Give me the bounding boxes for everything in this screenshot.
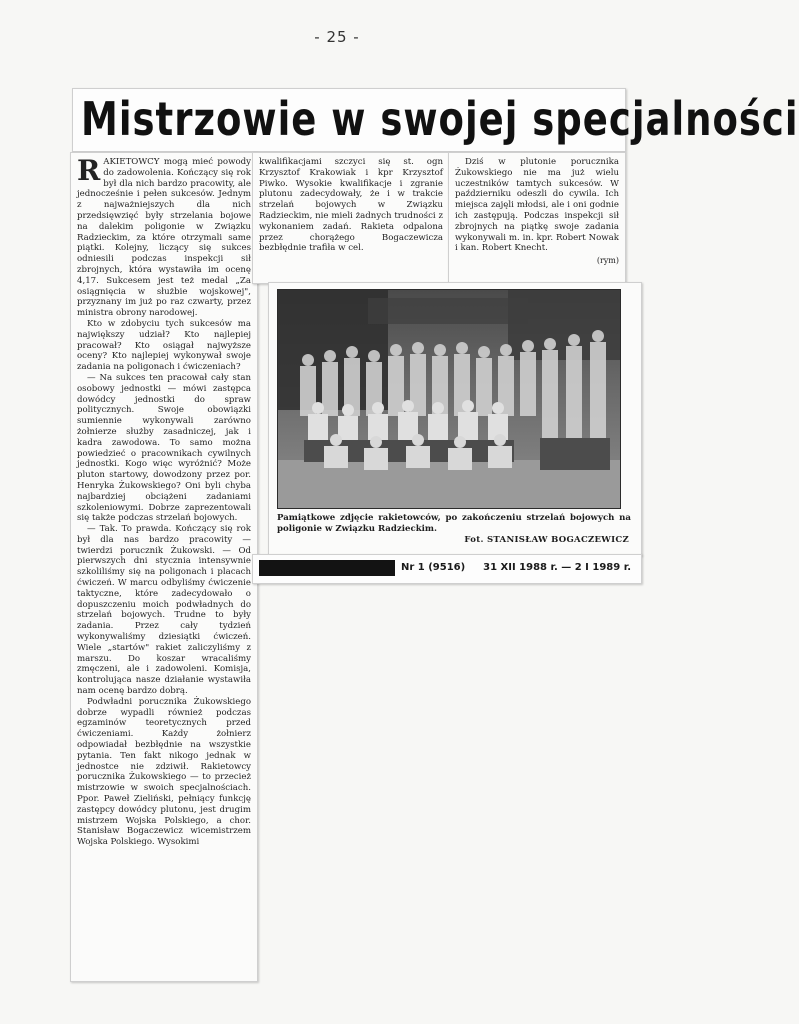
column-2-clipping xyxy=(252,152,450,284)
column-3-clipping xyxy=(448,152,626,284)
issue-date: 31 XII 1988 r. — 2 I 1989 r. xyxy=(483,562,631,573)
page-number: - 25 - xyxy=(314,28,360,46)
photo-caption: Pamiątkowe zdjęcie rakietowców, po zakończeniu strzelań bojowych na poligonie w Związku Radzieckim. xyxy=(277,513,631,534)
dateline-clipping xyxy=(252,554,642,584)
column-2-text xyxy=(259,157,443,279)
paragraph-1 xyxy=(77,154,251,319)
column-1-clipping xyxy=(70,152,258,982)
photo-credit: Fot. STANISŁAW BOGACZEWICZ xyxy=(464,535,629,545)
group-photo xyxy=(277,289,621,509)
paragraph-6: kwalifikacjami szczyci się st. ogn Krzysztof Krakowiak i kpr Krzysztof Piwko. Wysokie kwalifikacje i zgranie plutonu zadecydowały, że i w trakcie strzelań bojowych w Związku Radzieckim, nie mieli żadnych trudności z wykonaniem zadań. Rakieta odpalona przez chorążego Bogaczewicza bezbłędnie trafiła w cel. xyxy=(259,157,443,254)
dropcap: R xyxy=(77,154,101,187)
headline-clipping xyxy=(72,88,799,152)
column-3-text xyxy=(455,157,619,279)
paragraph-2: Kto w zdobyciu tych sukcesów ma największy udział? Kto najlepiej pracował? Kto osiągał najwyższe oceny? Kto najlepiej wykonywał swoje zadania na poligonach i ćwiczeniach? xyxy=(77,318,251,373)
author-signature: (rym) xyxy=(596,256,619,266)
issue-number: Nr 1 (9516) xyxy=(401,562,466,573)
article-headline: Mistrzowie w swojej specjalności xyxy=(81,92,799,147)
column-1-text xyxy=(77,154,251,977)
group-photo-image xyxy=(278,290,620,508)
photo-clipping xyxy=(268,282,642,556)
paragraph-5: Podwładni porucznika Żukowskiego dobrze wypadli również podczas egzaminów teoretycznych przed ćwiczeniami. Każdy żołnierz odpowiadał bezbłędnie na wszystkie pytania. Ten fakt nikogo jednak w jednostce nie zdziwił. Rakietowcy porucznika Żukowskiego — to przecież mistrzowie w swoich specjalnościach. Ppor. Paweł Zieliński, pełniący funkcję zastępcy dowódcy plutonu, jest drugim mistrzem Wojska Polskiego, a chor. Stanisław Bogaczewicz wicemistrzem Wojska Polskiego. Wysokimi xyxy=(77,696,251,848)
masthead-bar xyxy=(259,560,395,576)
paragraph-4: — Tak. To prawda. Kończący się rok był dla nas bardzo pracowity — twierdzi porucznik Żukowski. — Od pierwszych dni stycznia intensywnie szkoliliśmy się na poligonach i placach ćwiczeń. W marcu odbyliśmy ćwiczenie taktyczne, które zadecydowało o dopuszczeniu moich podwładnych do strzelań bojowych. Trudne to były zadania. Przez cały tydzień wykonywaliśmy dziesiątki ćwiczeń. Wiele „startów" rakiet zaliczyliśmy z marszu. Do koszar wracaliśmy zmęczeni, ale i zadowoleni. Komisja, kontrolująca nasze działanie wystawiła nam ocenę bardzo dobrą. xyxy=(77,524,251,697)
paragraph-1-text: AKIETOWCY mogą mieć powody do zadowolenia. Kończący się rok był dla nich bardzo pracowity, ale jednocześnie i pełen sukcesów. Jednym z najważniejszych dla nich przedsięwzięć były strzelania bojowe na dalekim poligonie w Związku Radzieckim, za które otrzymali same piątki. Kolejny, liczący się sukces odniesili podczas inspekcji sił zbrojnych, która wystawiła im ocenę 4,17. Sukcesem jest też medal „Za osiągnięcia w służbie wojskowej", przyznany im już po raz czwarty, przez ministra obrony narodowej. xyxy=(77,157,251,319)
paragraph-3: — Na sukces ten pracował cały stan osobowy jednostki — mówi zastępca dowódcy jednostki do spraw politycznych. Swoje obowiązki sumiennie wykonywali zarówno żołnierze służby zasadniczej, jak i kadra zawodowa. To samo można powiedzieć o pracownikach cywilnych jednostki. Kogo więc wyróżnić? Może pluton startowy, dowodzony przez por. Henryka Żukowskiego? Oni byli chyba najbardziej obciążeni zadaniami szkoleniowymi. Dobrze zaprezentowali się także podczas strzelań bojowych. xyxy=(77,372,251,524)
paragraph-7: Dziś w plutonie porucznika Żukowskiego nie ma już wielu uczestników tamtych sukcesów. W październiku odeszli do cywila. Ich miejsca zajęli młodsi, ale i oni godnie ich zastępują. Podczas inspekcji sił zbrojnych na piątkę swoje zadania wykonywali m. in. kpr. Robert Nowak i kan. Robert Knecht. xyxy=(455,157,619,254)
